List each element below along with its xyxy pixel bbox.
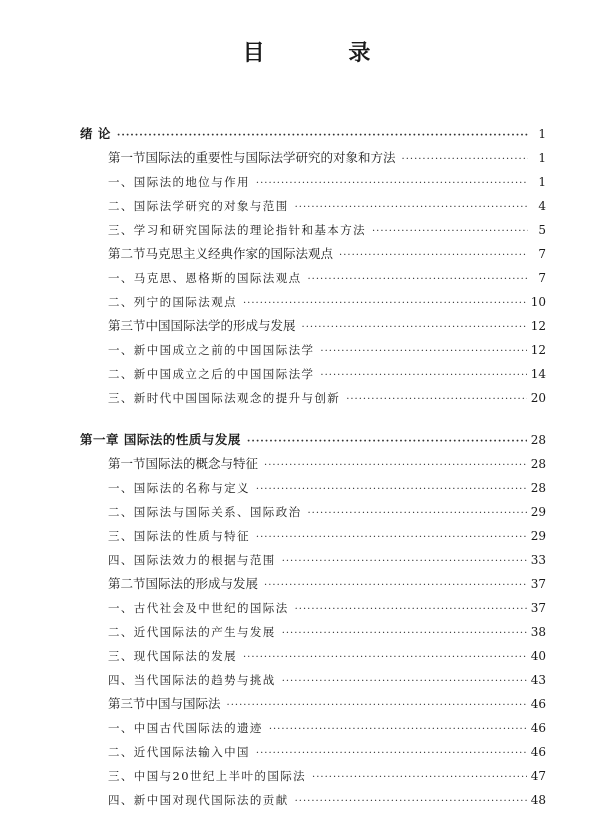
toc-section-entry[interactable] (80, 146, 546, 170)
toc-page-number: 1 (538, 151, 546, 165)
dot-leader (372, 220, 528, 244)
toc-subsection-entry[interactable] (80, 548, 546, 572)
toc-entry-title: 国际法的概念与特征 (145, 456, 259, 471)
toc-entry-title: 三、学习和研究国际法的理论指针和基本方法 (108, 223, 366, 237)
toc-entry-title: 中国国际法学的形成与发展 (145, 318, 296, 333)
toc-page-number: 12 (530, 319, 546, 333)
toc-page-number: 28 (530, 481, 546, 495)
dot-leader (295, 790, 527, 814)
toc-section-number: 第一节 (108, 456, 146, 471)
toc-page-number: 37 (530, 577, 546, 591)
toc-section-introduction (80, 122, 546, 410)
toc-section-number: 第三节 (108, 318, 146, 333)
toc-section-entry[interactable] (80, 242, 546, 266)
toc-entry-title: 四、当代国际法的趋势与挑战 (108, 673, 276, 687)
dot-leader (339, 244, 528, 268)
toc-page-number: 38 (530, 625, 546, 639)
dot-leader (282, 670, 527, 694)
toc-subsection-entry[interactable] (80, 668, 546, 692)
dot-leader (243, 292, 527, 316)
toc-section-number: 第一节 (108, 150, 146, 165)
toc-entry-title: 马克思主义经典作家的国际法观点 (145, 246, 334, 261)
toc-entry-title: 国际法的重要性与国际法学研究的对象和方法 (145, 150, 396, 165)
toc-page-number: 20 (530, 391, 546, 405)
dot-leader (256, 478, 527, 502)
toc-chapter-entry[interactable] (80, 428, 546, 452)
toc-subsection-entry[interactable] (80, 716, 546, 740)
toc-entry-title: 一、国际法的名称与定义 (108, 481, 250, 495)
dot-leader (227, 694, 527, 718)
dot-leader (302, 316, 527, 340)
toc-entry-title: 绪 论 (80, 126, 111, 141)
toc-entry-title: 二、近代国际法的产生与发展 (108, 625, 276, 639)
toc-subsection-entry[interactable] (80, 596, 546, 620)
toc-page-number: 7 (538, 271, 546, 285)
dot-leader (295, 196, 528, 220)
dot-leader (308, 268, 529, 292)
toc-entry-title: 四、国际法效力的根据与范围 (108, 553, 276, 567)
toc-subsection-entry[interactable] (80, 194, 546, 218)
dot-leader (295, 598, 527, 622)
dot-leader (282, 622, 527, 646)
table-of-contents (80, 122, 546, 812)
toc-page-number: 47 (530, 769, 546, 783)
toc-entry-title: 一、马克思、恩格斯的国际法观点 (108, 271, 302, 285)
toc-subsection-entry[interactable] (80, 338, 546, 362)
dot-leader (243, 646, 527, 670)
toc-chapter-entry[interactable] (80, 122, 546, 146)
toc-page-number: 43 (530, 673, 546, 687)
toc-subsection-entry[interactable] (80, 266, 546, 290)
dot-leader (269, 718, 527, 742)
dot-leader (256, 742, 527, 766)
section-gap (80, 410, 546, 428)
dot-leader (402, 148, 528, 172)
toc-page-number: 40 (530, 649, 546, 663)
toc-page-number: 46 (530, 745, 546, 759)
toc-section-number: 第二节 (108, 246, 146, 261)
toc-section-entry[interactable] (80, 314, 546, 338)
dot-leader (256, 172, 528, 196)
toc-entry-title: 四、新中国对现代国际法的贡献 (108, 793, 289, 807)
toc-page-number: 37 (530, 601, 546, 615)
toc-subsection-entry[interactable] (80, 170, 546, 194)
toc-entry-title: 二、国际法与国际关系、国际政治 (108, 505, 302, 519)
toc-section-entry[interactable] (80, 452, 546, 476)
toc-page-number: 46 (530, 721, 546, 735)
toc-subsection-entry[interactable] (80, 386, 546, 410)
dot-leader (264, 574, 527, 598)
dot-leader (247, 430, 527, 454)
toc-subsection-entry[interactable] (80, 476, 546, 500)
toc-page-number: 1 (538, 127, 546, 141)
toc-subsection-entry[interactable] (80, 524, 546, 548)
toc-entry-title: 一、古代社会及中世纪的国际法 (108, 601, 289, 615)
toc-page-number: 28 (530, 457, 546, 471)
toc-page-number: 33 (530, 553, 546, 567)
toc-entry-title: 三、现代国际法的发展 (108, 649, 237, 663)
dot-leader (282, 550, 527, 574)
toc-entry-title: 一、新中国成立之前的中国国际法学 (108, 343, 315, 357)
toc-page-number: 1 (538, 175, 546, 189)
toc-entry-title: 三、中国与20世纪上半叶的国际法 (108, 769, 307, 783)
toc-entry-title: 第一章 国际法的性质与发展 (80, 432, 241, 447)
toc-page-number: 29 (530, 505, 546, 519)
toc-entry-title: 三、国际法的性质与特征 (108, 529, 250, 543)
toc-entry-title: 一、中国古代国际法的遗迹 (108, 721, 263, 735)
toc-page-number: 29 (530, 529, 546, 543)
toc-entry-title: 二、列宁的国际法观点 (108, 295, 237, 309)
dot-leader (346, 388, 527, 412)
toc-subsection-entry[interactable] (80, 290, 546, 314)
dot-leader (117, 124, 528, 148)
toc-page-number: 48 (530, 793, 546, 807)
toc-subsection-entry[interactable] (80, 620, 546, 644)
toc-section-number: 第二节 (108, 576, 146, 591)
toc-section-chapter-1 (80, 428, 546, 812)
toc-page-number: 46 (530, 697, 546, 711)
toc-subsection-entry[interactable] (80, 644, 546, 668)
toc-entry-title: 一、国际法的地位与作用 (108, 175, 250, 189)
toc-entry-title: 二、近代国际法输入中国 (108, 745, 250, 759)
toc-subsection-entry[interactable] (80, 788, 546, 812)
toc-section-number: 第三节 (108, 696, 146, 711)
toc-subsection-entry[interactable] (80, 740, 546, 764)
dot-leader (320, 364, 526, 388)
toc-page-number: 10 (530, 295, 546, 309)
dot-leader (264, 454, 527, 478)
toc-section-entry[interactable] (80, 692, 546, 716)
toc-entry-title: 中国与国际法 (145, 696, 221, 711)
toc-page-number: 14 (530, 367, 546, 381)
toc-entry-title: 国际法的形成与发展 (145, 576, 259, 591)
dot-leader (256, 526, 527, 550)
toc-page-number: 12 (530, 343, 546, 357)
toc-subsection-entry[interactable] (80, 764, 546, 788)
toc-section-entry[interactable] (80, 572, 546, 596)
toc-page-number: 28 (530, 433, 546, 447)
dot-leader (308, 502, 527, 526)
toc-entry-title: 二、国际法学研究的对象与范围 (108, 199, 289, 213)
dot-leader (312, 766, 527, 790)
toc-subsection-entry[interactable] (80, 362, 546, 386)
toc-page-number: 7 (538, 247, 546, 261)
toc-entry-title: 二、新中国成立之后的中国国际法学 (108, 367, 315, 381)
toc-subsection-entry[interactable] (80, 218, 546, 242)
dot-leader (320, 340, 526, 364)
toc-entry-title: 三、新时代中国国际法观念的提升与创新 (108, 391, 341, 405)
toc-page-number: 4 (538, 199, 546, 213)
toc-page-number: 5 (538, 223, 546, 237)
toc-subsection-entry[interactable] (80, 500, 546, 524)
page-title: 目 录 (242, 41, 409, 66)
